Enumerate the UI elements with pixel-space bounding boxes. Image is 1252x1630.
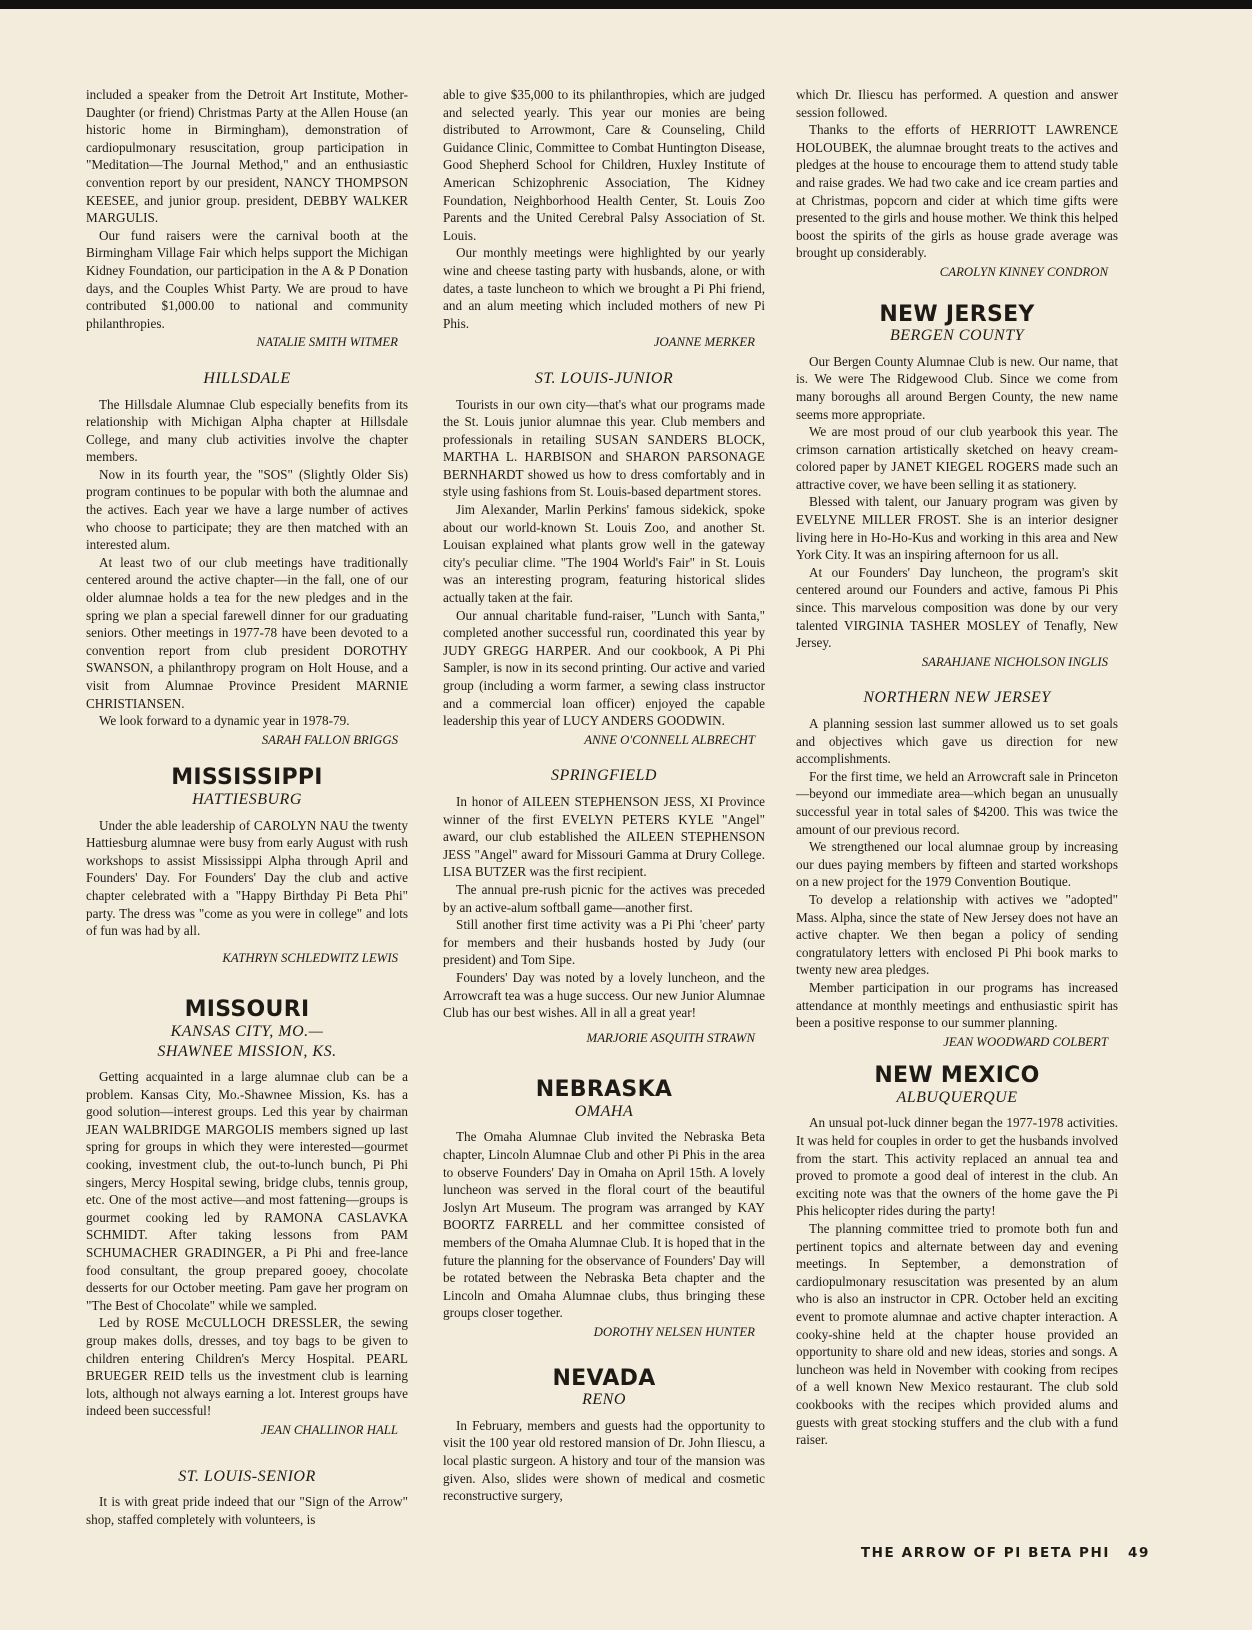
paragraph: It is with great pride indeed that our "Sign of the Arrow" shop, staffed completely with volunteers, is — [86, 1494, 408, 1527]
state-heading-mississippi: MISSISSIPPI — [171, 765, 323, 791]
page-number: 49 — [1128, 1545, 1150, 1561]
paragraph: Led by ROSE McCULLOCH DRESSLER, the sewing group makes dolls, dresses, and toy bags to be given to children entering Children's Mercy Hospital. PEARL BRUEGER REID tells us the investment club is learning lots, although not always earning a lot. Interest groups have indeed been successful! — [86, 1315, 408, 1419]
paragraph: An unsual pot-luck dinner began the 1977-1978 activities. It was held for couples in order to get the husbands involved from the start. This activity replaced an annual tea and proved to promote a good deal of interest in the club. An exciting note was that the owners of the home gave the Pi Phis helicopter rides during the party! — [796, 1115, 1118, 1219]
paragraph: At least two of our club meetings have traditionally centered around the active chapter—in the fall, one of our older alumnae holds a tea for the new pledges and in the spring we plan a special farewell dinner for our graduating seniors. Other meetings in 1977-78 have been devoted to a convention report from club president DOROTHY SWANSON, a philanthropy program on Holt House, and a visit from Alumnae Province President MARNIE CHRISTIANSEN. — [86, 554, 408, 711]
paragraph: Our Bergen County Alumnae Club is new. Our name, that is. We were The Ridgewood Club. Since we come from many boroughs all around Bergen County, the new name seems more appropriate. — [796, 353, 1118, 422]
paragraph: We are most proud of our club yearbook this year. The crimson carnation artistically sketched on heavy cream-colored paper by JANET KIEGEL ROGERS made such an attractive cover, we have been selling it as stationery. — [796, 424, 1118, 492]
signature: NATALIE SMITH WITMER — [256, 335, 398, 350]
club-heading-bergen-county: BERGEN COUNTY — [889, 327, 1025, 345]
signature: MARJORIE ASQUITH STRAWN — [586, 1030, 755, 1045]
signature: ANNE O'CONNELL ALBRECHT — [584, 732, 755, 747]
paragraph: Under the able leadership of CAROLYN NAU the twenty Hattiesburg alumnae were busy from early August with rush workshops to assist Mississippi Alpha through April and Founders' Day. For Founders' Day the club and active chapter celebrated with a "Happy Birthday Pi Beta Phi" party. The dress was "come as you were in college" and lots of fun was had by all. — [86, 817, 408, 939]
paragraph: In February, members and guests had the opportunity to visit the 100 year old restored mansion of Dr. John Iliescu, a local plastic surgeon. A history and tour of the mansion was given. Also, slides were shown of medical and cosmetic reconstructive surgery, — [443, 1417, 765, 1504]
paragraph: To develop a relationship with actives we "adopted" Mass. Alpha, since the state of New Jersey does not have an active chapter. We then began a policy of sending congratulatory letters with enclosed Pi Phi book marks to twenty new area pledges. — [796, 891, 1118, 978]
paragraph: At our Founders' Day luncheon, the program's skit centered around our Founders and active, famous Pi Phis since. This marvelous composition was done by our very talented VIRGINIA TASHER MOSLEY of Tenafly, New Jersey. — [796, 564, 1118, 651]
paragraph: The planning committee tried to promote both fun and pertinent topics and alternate between day and evening meetings. In September, a demonstration of cardiopulmonary resuscitation was presented by an alum who is also an instructor in CPR. October held an exciting event to promote alumnae and active chapter interaction. A cooky-shine held at the chapter house provided an opportunity to share old and new ideas, stories and songs. A luncheon was held in November with cooking from recipes of a well known New Mexico restaurant. The club sold cookbooks with the recipes which provided alums and guests with great stocking stuffers and the club with a fund raiser. — [796, 1221, 1118, 1448]
paragraph: Jim Alexander, Marlin Perkins' famous sidekick, spoke about our world-known St. Louis Zoo, and another St. Louisan explained what plants grow well in the gateway city's peculiar clime. "The 1904 World's Fair" in St. Louis was an interesting program, featuring historical slides actually taken at the fair. — [443, 502, 765, 606]
club-heading-hattiesburg: HATTIESBURG — [192, 790, 302, 808]
column-2 — [443, 86, 765, 1505]
paragraph: We strengthened our local alumnae group by increasing our dues paying members by fifteen and started workshops on a new project for the 1979 Convention Boutique. — [796, 839, 1118, 890]
club-heading-st-louis-junior: ST. LOUIS-JUNIOR — [534, 369, 674, 387]
signature: KATHRYN SCHLEDWITZ LEWIS — [222, 950, 398, 965]
club-heading-omaha: OMAHA — [574, 1102, 634, 1120]
paragraph: A planning session last summer allowed us to set goals and objectives which gave us direction for new accomplishments. — [796, 716, 1118, 767]
publication-title: THE ARROW OF PI BETA PHI — [860, 1545, 1110, 1561]
top-border — [0, 0, 1252, 9]
club-heading-albuquerque: ALBUQUERQUE — [896, 1088, 1018, 1106]
state-heading-missouri: MISSOURI — [184, 997, 310, 1023]
paragraph: Member participation in our programs has increased attendance at monthly meetings and enthusiastic spirit has been a positive response to our summer planning. — [796, 979, 1118, 1031]
signature: JEAN CHALLINOR HALL — [260, 1422, 398, 1437]
club-heading-northern-new-jersey: NORTHERN NEW JERSEY — [863, 689, 1051, 707]
column-1 — [86, 86, 408, 1528]
club-heading-reno: RENO — [582, 1391, 626, 1409]
state-heading-new-mexico: NEW MEXICO — [874, 1063, 1040, 1089]
paragraph: The Hillsdale Alumnae Club especially benefits from its relationship with Michigan Alpha chapter at Hillsdale College, and many club activities involve the chapter members. — [86, 396, 408, 465]
paragraph: We look forward to a dynamic year in 1978-79. — [99, 713, 350, 729]
club-heading-springfield: SPRINGFIELD — [551, 767, 657, 785]
signature: SARAH FALLON BRIGGS — [261, 732, 398, 747]
signature: DOROTHY NELSEN HUNTER — [593, 1325, 755, 1339]
paragraph: Our annual charitable fund-raiser, "Lunch with Santa," completed another successful run, coordinated this year by JUDY GREGG HARPER. And our cookbook, A Pi Phi Sampler, is now in its second printing. Our active and varied group (including a worm farmer, a sewing class instructor and a commercial loan officer) enjoyed the capable leadership this year of LUCY ANDERS GOODWIN. — [443, 607, 765, 729]
page-footer — [860, 1545, 1150, 1561]
paragraph: The Omaha Alumnae Club invited the Nebraska Beta chapter, Lincoln Alumnae Club and other Pi Phis in the area to observe Founders' Day in Omaha on April 15th. A lovely luncheon was served in the floral court of the beautiful Joslyn Art Museum. The program was arranged by KAY BOORTZ FARRELL and her committee consisted of members of the Omaha Alumnae Club. It is hoped that in the future the planning for the observance of Founders' Day will be rotated between the Nebraska Beta chapter and the Lincoln and Omaha Alumnae clubs, thus bringing these groups closer together. — [443, 1129, 765, 1321]
club-heading-shawnee-mission: SHAWNEE MISSION, KS. — [157, 1042, 337, 1060]
paragraph: In honor of AILEEN STEPHENSON JESS, XI Province winner of the first EVELYN PETERS KYLE "Angel" award, our club established the AILEEN STEPHENSON JESS "Angel" award for Missouri Gamma at Drury College. LISA BUTZER was the first recipient. — [443, 793, 765, 880]
paragraph: Our fund raisers were the carnival booth at the Birmingham Village Fair which helps support the Michigan Kidney Foundation, our participation in the A & P Donation days, and the Couples Whist Party. We are proud to have contributed $1,000.00 to national and community philanthropies. — [86, 227, 408, 331]
state-heading-nebraska: NEBRASKA — [535, 1077, 673, 1103]
signature: JOANNE MERKER — [653, 335, 755, 350]
paragraph: For the first time, we held an Arrowcraft sale in Princeton—beyond our immediate area—which began an unusually successful year in total sales of $4200. This was twice the amount of our previous record. — [796, 768, 1118, 837]
signature: CAROLYN KINNEY CONDRON — [939, 264, 1108, 279]
paragraph: Now in its fourth year, the "SOS" (Slightly Older Sis) program continues to be popular with both the alumnae and the actives. Each year we have a large number of actives who choose to participate; they are then matched with an interested alum. — [86, 466, 408, 553]
paragraph: Our monthly meetings were highlighted by our yearly wine and cheese tasting party with husbands, alone, or with dates, a taste luncheon to which we brought a Pi Phi friend, and an alum meeting which included mothers of new Pi Phis. — [443, 245, 765, 331]
signature: JEAN WOODWARD COLBERT — [943, 1034, 1108, 1049]
paragraph: Blessed with talent, our January program was given by EVELYNE MILLER FROST. She is an interior designer living here in Ho-Ho-Kus and working in this area and New York City. It was an inspiring afternoon for us all. — [796, 494, 1118, 563]
paragraph: Getting acquainted in a large alumnae club can be a problem. Kansas City, Mo.-Shawnee Mission, Ks. has a good solution—interest groups. Led this year by chairman JEAN WALBRIDGE MARGOLIS members signed up last spring for groups in which they were interested—gourmet cooking, investment club, the out-to-lunch bunch, Pi Phi singers, Mercy Hospital sewing, bridge clubs, tennis group, etc. One of the most active—and most fattening—groups is gourmet cooking led by RAMONA CASLAVKA SCHMIDT. After taking lessons from PAM SCHUMACHER GRADINGER, a Pi Phi and free-lance food consultant, the group prepared gooey, chocolate desserts for our October meeting. Pam gave her program on "The Best of Chocolate" while we sampled. — [86, 1069, 408, 1313]
column-3 — [796, 86, 1118, 1449]
state-heading-new-jersey: NEW JERSEY — [879, 301, 1035, 327]
paragraph: Still another first time activity was a Pi Phi 'cheer' party for members and their husbands hosted by Judy (our president) and Tom Sipe. — [443, 917, 765, 968]
paragraph: which Dr. Iliescu has performed. A question and answer session followed. — [796, 87, 1118, 120]
club-heading-hillsdale: HILLSDALE — [203, 369, 291, 387]
club-heading-st-louis-senior: ST. LOUIS-SENIOR — [178, 1467, 316, 1485]
paragraph: Thanks to the efforts of HERRIOTT LAWRENCE HOLOUBEK, the alumnae brought treats to the actives and pledges at the house to encourage them to attend study table and raise grades. We had two cake and ice cream parties and at Christmas, popcorn and cider at which time gifts were presented to the girls and house mother. We think this helped boost the spirits of the girls as house grade average was brought up considerably. — [796, 122, 1118, 261]
paragraph: Founders' Day was noted by a lovely luncheon, and the Arrowcraft tea was a huge success. Our new Junior Alumnae Club has our best wishes. All in all a great year! — [443, 969, 765, 1021]
paragraph: The annual pre-rush picnic for the actives was preceded by an active-alum softball game—another first. — [443, 881, 765, 915]
paragraph: included a speaker from the Detroit Art Institute, Mother-Daughter (or friend) Christmas Party at the Allen House (an historic home in Birmingham), demonstration of cardiopulmonary resuscitation, group participation in "Meditation—The Journal Method," and an enthusiastic convention report by our president, NANCY THOMPSON KEESEE, and junior group. president, DEBBY WALKER MARGULIS. — [86, 87, 408, 226]
club-heading-kansas-city: KANSAS CITY, MO.— — [170, 1022, 324, 1040]
paragraph: Tourists in our own city—that's what our programs made the St. Louis junior alumnae this year. Club members and professionals in retailing SUSAN SANDERS BLOCK, MARTHA L. HARBISON and SHARON PARSONAGE BERNHARDT showed us how to dress comfortably and in style using fashions from St. Louis-based department stores. — [443, 396, 765, 500]
paragraph: able to give $35,000 to its philanthropies, which are judged and selected yearly. This year our monies are being distributed to Arrowmont, Care & Counseling, Child Guidance Clinic, Committee to Combat Huntington Disease, Good Shepherd School for Children, Huxley Institute of American Schizophrenic Association, The Kidney Foundation, Neighborhood Health Center, St. Louis Zoo Parents and the United Cerebral Palsy Association of St. Louis. — [443, 87, 765, 243]
state-heading-nevada: NEVADA — [552, 1365, 656, 1391]
signature: SARAHJANE NICHOLSON INGLIS — [921, 654, 1108, 669]
